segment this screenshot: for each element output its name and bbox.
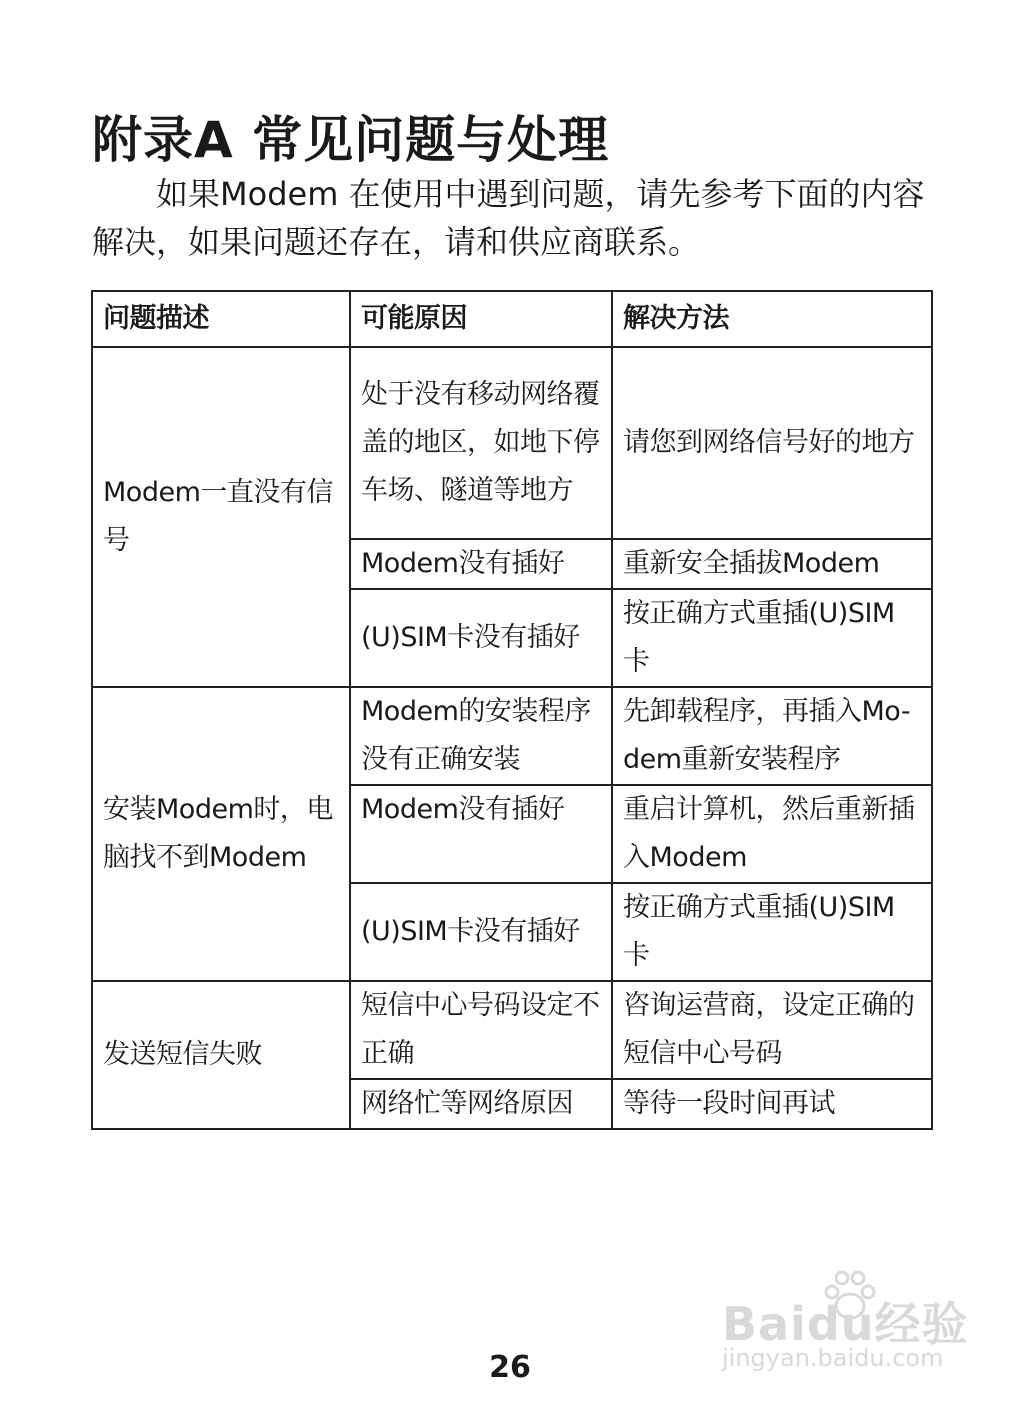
- cause-cell: Modem的安装程序没有正确安装: [350, 687, 612, 785]
- solution-cell: 先卸载程序，再插入Mo-dem重新安装程序: [612, 687, 932, 785]
- cause-cell: 处于没有移动网络覆盖的地区，如地下停车场、隧道等地方: [350, 347, 612, 539]
- header-problem: 问题描述: [92, 291, 350, 347]
- cause-cell: 短信中心号码设定不正确: [350, 981, 612, 1079]
- solution-cell: 请您到网络信号好的地方: [612, 347, 932, 539]
- table-row: [92, 981, 932, 1079]
- faq-table: [91, 290, 933, 1130]
- header-cause: 可能原因: [350, 291, 612, 347]
- cause-cell: Modem没有插好: [350, 539, 612, 589]
- solution-cell: 重启计算机，然后重新插入Modem: [612, 785, 932, 883]
- solution-cell: 咨询运营商，设定正确的短信中心号码: [612, 981, 932, 1079]
- solution-cell: 重新安全插拔Modem: [612, 539, 932, 589]
- solution-cell: 按正确方式重插(U)SIM卡: [612, 883, 932, 981]
- watermark-url: jingyan.baidu.com: [722, 1344, 944, 1372]
- problem-cell: 安装Modem时，电脑找不到Modem: [92, 687, 350, 981]
- cause-cell: Modem没有插好: [350, 785, 612, 883]
- cause-cell: 网络忙等网络原因: [350, 1079, 612, 1129]
- solution-cell: 按正确方式重插(U)SIM卡: [612, 589, 932, 687]
- header-solution: 解决方法: [612, 291, 932, 347]
- cause-cell: (U)SIM卡没有插好: [350, 589, 612, 687]
- page-number: 26: [489, 1350, 531, 1385]
- cause-cell: (U)SIM卡没有插好: [350, 883, 612, 981]
- problem-cell: Modem一直没有信号: [92, 347, 350, 687]
- page-title: 附录A 常见问题与处理: [92, 111, 610, 169]
- table-header-row: [92, 291, 932, 347]
- problem-cell: 发送短信失败: [92, 981, 350, 1129]
- watermark-logo: Baidu经验: [722, 1297, 969, 1351]
- solution-cell: 等待一段时间再试: [612, 1079, 932, 1129]
- table-row: [92, 347, 932, 539]
- intro-paragraph: 如果Modem 在使用中遇到问题，请先参考下面的内容解决，如果问题还存在，请和供应商联系。: [92, 175, 925, 261]
- table-row: [92, 687, 932, 785]
